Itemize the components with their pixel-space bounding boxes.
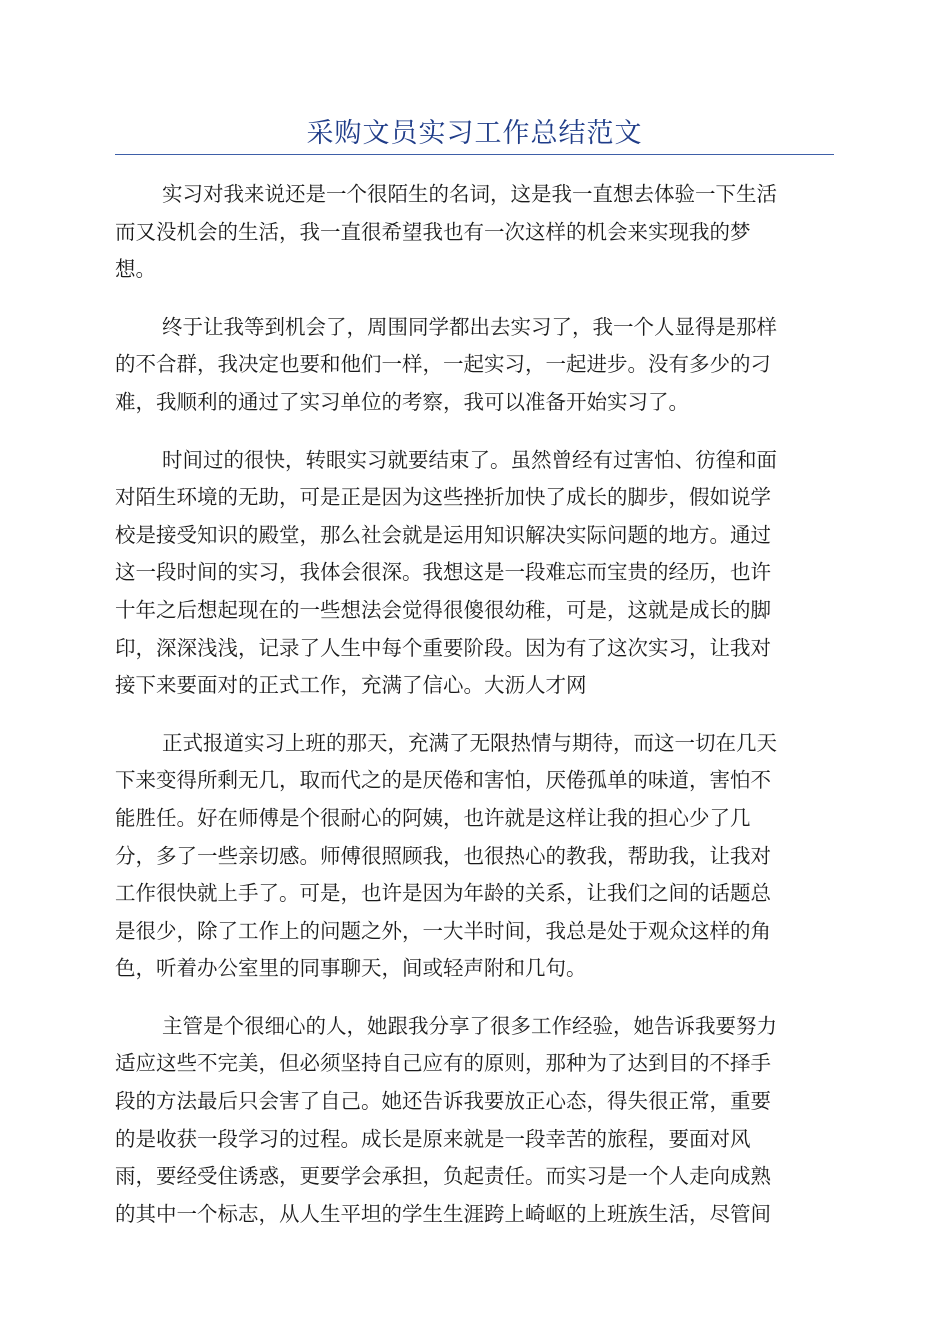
paragraph-line: 的其中一个标志，从人生平坦的学生生涯跨上崎岖的上班族生活，尽管间 xyxy=(115,1201,771,1226)
paragraph-line: 雨，要经受住诱惑，更要学会承担，负起责任。而实习是一个人走向成熟 xyxy=(115,1164,771,1189)
paragraph-line: 校是接受知识的殿堂，那么社会就是运用知识解决实际问题的地方。通过 xyxy=(115,522,771,547)
paragraph-line: 而又没机会的生活，我一直很希望我也有一次这样的机会来实现我的梦 xyxy=(115,219,751,244)
paragraph-line: 实习对我来说还是一个很陌生的名词，这是我一直想去体验一下生活 xyxy=(162,182,777,206)
paragraph xyxy=(115,176,834,289)
paragraph-line: 印，深深浅浅，记录了人生中每个重要阶段。因为有了这次实习，让我对 xyxy=(115,635,771,660)
title-underline xyxy=(115,154,834,155)
paragraph xyxy=(115,442,834,705)
paragraph-line: 想。 xyxy=(115,257,156,282)
paragraph xyxy=(115,725,834,988)
paragraph-line: 的不合群，我决定也要和他们一样，一起实习，一起进步。没有多少的刁 xyxy=(115,352,771,377)
paragraph-line: 接下来要面对的正式工作，充满了信心。大沥人才网 xyxy=(115,673,587,698)
paragraph-line: 段的方法最后只会害了自己。她还告诉我要放正心态，得失很正常，重要 xyxy=(115,1089,771,1114)
paragraph-line: 十年之后想起现在的一些想法会觉得很傻很幼稚，可是，这就是成长的脚 xyxy=(115,597,771,622)
paragraph-line: 色，听着办公室里的同事聊天，间或轻声附和几句。 xyxy=(115,956,587,981)
paragraph-line: 分，多了一些亲切感。师傅很照顾我，也很热心的教我，帮助我，让我对 xyxy=(115,843,771,868)
paragraph-line: 主管是个很细心的人，她跟我分享了很多工作经验，她告诉我要努力 xyxy=(162,1013,777,1038)
paragraph-line: 下来变得所剩无几，取而代之的是厌倦和害怕，厌倦孤单的味道，害怕不 xyxy=(115,768,771,793)
paragraph-line: 这一段时间的实习，我体会很深。我想这是一段难忘而宝贵的经历，也许 xyxy=(115,560,771,585)
paragraph-line: 的是收获一段学习的过程。成长是原来就是一段幸苦的旅程，要面对风 xyxy=(115,1126,751,1151)
paragraph xyxy=(115,309,834,422)
document-title: 采购文员实习工作总结范文 xyxy=(306,118,643,149)
paragraph-line: 终于让我等到机会了，周围同学都出去实习了，我一个人显得是那样 xyxy=(162,314,777,339)
paragraph-line: 适应这些不完美，但必须坚持自己应有的原则，那种为了达到目的不择手 xyxy=(115,1051,771,1076)
paragraph-line: 时间过的很快，转眼实习就要结束了。虽然曾经有过害怕、彷徨和面 xyxy=(162,447,777,472)
paragraph-line: 难，我顺利的通过了实习单位的考察，我可以准备开始实习了。 xyxy=(115,389,689,414)
document-body xyxy=(115,176,834,1253)
paragraph xyxy=(115,1008,834,1234)
paragraph-line: 对陌生环境的无助，可是正是因为这些挫折加快了成长的脚步，假如说学 xyxy=(115,485,771,510)
paragraph-line: 是很少，除了工作上的问题之外，一大半时间，我总是处于观众这样的角 xyxy=(115,918,771,943)
paragraph-line: 正式报道实习上班的那天，充满了无限热情与期待，而这一切在几天 xyxy=(162,730,777,755)
paragraph-line: 能胜任。好在师傅是个很耐心的阿姨，也许就是这样让我的担心少了几 xyxy=(115,805,751,830)
paragraph-line: 工作很快就上手了。可是，也许是因为年龄的关系，让我们之间的话题总 xyxy=(115,881,771,906)
